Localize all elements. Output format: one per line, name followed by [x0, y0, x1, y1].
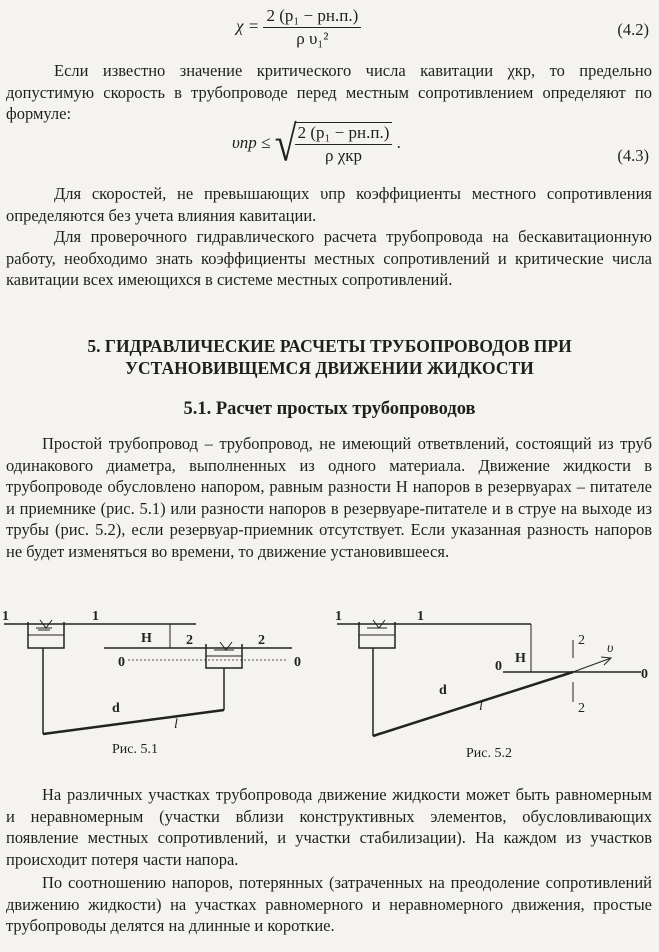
- paragraph: На различных участках трубопровода движение жидкости может быть равномерным и неравномерным (участки вблизи конструктивных элементов, обусловливающих появление местных сопротивлений, и участки стабилизации). На каждом из участков происходит потеря части напора.: [6, 785, 652, 869]
- section-heading-line: УСТАНОВИВЩЕМСЯ ДВИЖЕНИИ ЖИДКОСТИ: [125, 358, 534, 378]
- label-v: υ: [607, 641, 614, 656]
- equation-lhs: υпр ≤: [232, 132, 271, 152]
- equation-lhs: χ =: [236, 16, 260, 36]
- equation-number: (4.2): [617, 20, 649, 39]
- section-heading-line: 5. ГИДРАВЛИЧЕСКИЕ РАСЧЕТЫ ТРУБОПРОВОДОВ ПРИ: [87, 336, 572, 356]
- label-2: 2: [186, 633, 193, 648]
- label-l: l: [174, 717, 178, 732]
- fraction: [295, 122, 393, 166]
- label-2: 2: [578, 633, 585, 648]
- paragraph: По соотношению напоров, потерянных (затраченных на преодоление сопротивлений движению жидкости) на участках равномерного и неравномерного движения, простые трубопроводы делятся на длинные и короткие.: [6, 873, 652, 935]
- label-0: 0: [118, 655, 125, 670]
- subsection-heading: 5.1. Расчет простых трубопроводов: [183, 399, 476, 419]
- label-1: 1: [417, 609, 424, 624]
- label-h: Н: [141, 631, 152, 646]
- figure-caption: Рис. 5.2: [466, 746, 512, 761]
- figure-caption: Рис. 5.1: [112, 742, 158, 757]
- figure-5-2: [335, 600, 655, 750]
- paragraph: Простой трубопровод – трубопровод, не имеющий ответвлений, состоящий из труб одинакового диаметра, выполненных из одного материала. Движение жидкости в трубопроводе обусловлено напором, равным разности Н напоров в резервуарах – питателе и приемнике (рис. 5.1) или разности напоров в резервуаре-питателе и в струе на выходе из трубы (рис. 5.2), если резервуар-приемник отсутствует. Если указанная разность напоров не будет изменяться во времени, то движение установившееся.: [6, 434, 652, 561]
- label-0: 0: [294, 655, 301, 670]
- fraction-numerator: 2 (p₁ − pн.п.): [295, 123, 393, 145]
- label-2: 2: [578, 701, 585, 716]
- label-h: Н: [515, 651, 526, 666]
- label-0: 0: [641, 667, 648, 682]
- section-heading: [0, 335, 659, 379]
- label-2: 2: [258, 633, 265, 648]
- label-1: 1: [92, 609, 99, 624]
- fraction-denominator: ρ χкр: [324, 146, 363, 165]
- label-l: l: [479, 699, 483, 714]
- equation-4-2: [236, 6, 361, 49]
- sqrt-sign: √: [274, 115, 297, 172]
- figure-5-1: [0, 600, 320, 750]
- label-1: 1: [2, 609, 9, 624]
- fraction: [263, 6, 361, 49]
- label-0: 0: [495, 659, 502, 674]
- paragraph: Для скоростей, не превышающих υпр коэффициенты местного сопротивления определяются без учета влияния кавитации.: [6, 184, 652, 225]
- paragraph: Если известно значение критического числа кавитации χкр, то предельно допустимую скорость в трубопроводе перед местным сопротивлением определяют по формуле:: [6, 61, 652, 123]
- fraction-denominator: ρ υ₁²: [296, 29, 329, 48]
- paragraph: Для проверочного гидравлического расчета трубопровода на бескавитационную работу, необходимо знать коэффициенты местных сопротивлений и критические числа кавитации всех имеющихся в системе местных сопротивлений.: [6, 227, 652, 289]
- label-1: 1: [335, 609, 342, 624]
- fraction-numerator: 2 (p₁ − pн.п.): [263, 6, 361, 28]
- equation-tail: .: [396, 132, 401, 152]
- label-d: d: [439, 683, 447, 698]
- label-d: d: [112, 701, 120, 716]
- equation-4-3: [232, 115, 401, 172]
- equation-number: (4.3): [617, 146, 649, 165]
